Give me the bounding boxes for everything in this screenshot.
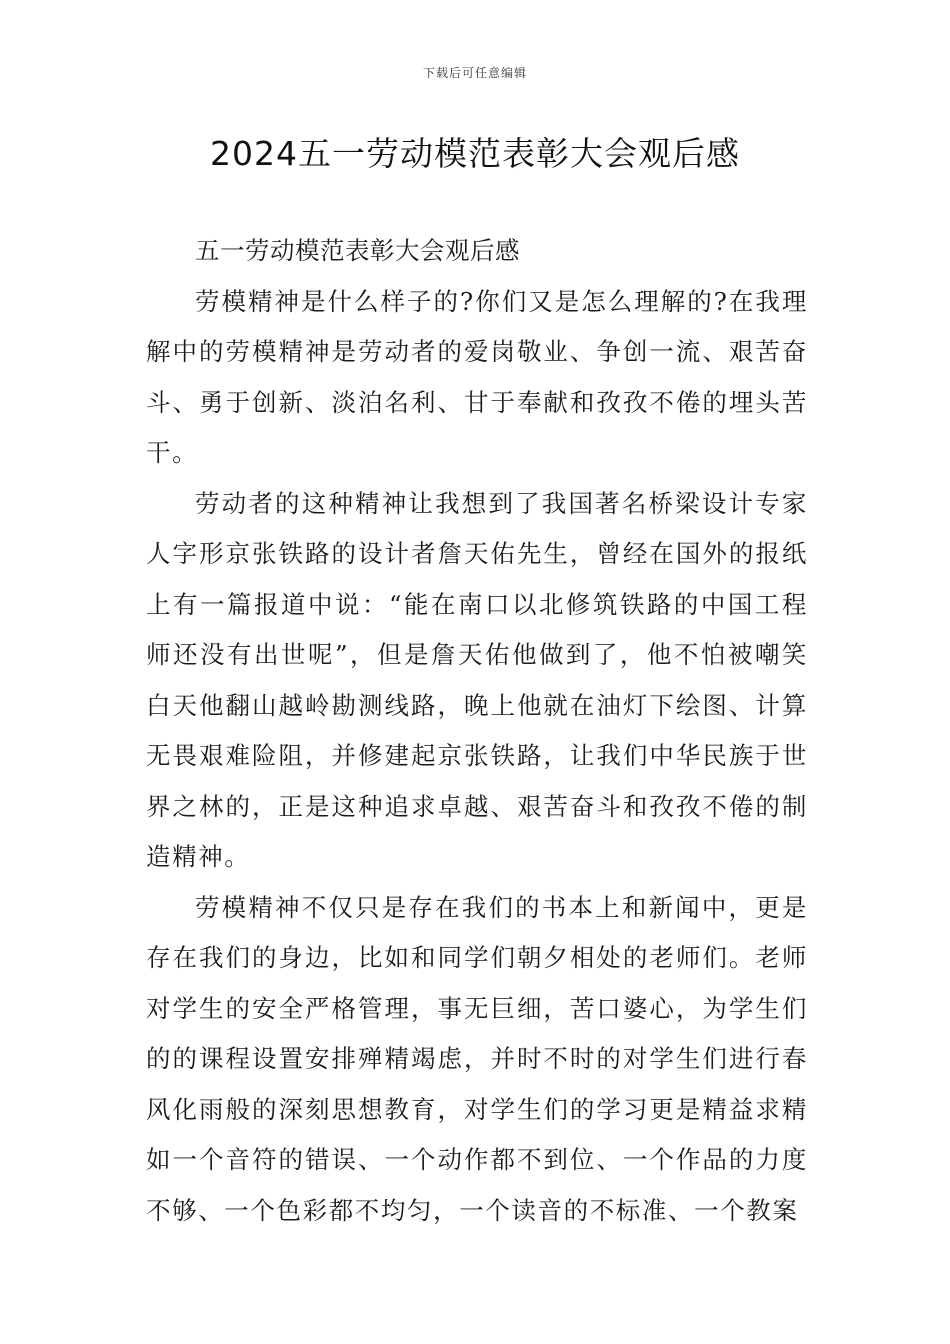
body-paragraph: 劳动者的这种精神让我想到了我国著名桥梁设计专家人字形京张铁路的设计者詹天佑先生，曾经在国外的报纸上有一篇报道中说：“能在南口以北修筑铁路的中国工程师还没有出世呢”，但是詹天佑他做到了，他不怕被嘲笑白天他翻山越岭勘测线路，晚上他就在油灯下绘图、计算无畏艰难险阻，并修建起京张铁路，让我们中华民族于世界之林的，正是这种追求卓越、艰苦奋斗和孜孜不倦的制造精神。 bbox=[146, 488, 808, 871]
document-title: 2024五一劳动模范表彰大会观后感 bbox=[210, 134, 740, 173]
subtitle-paragraph: 五一劳动模范表彰大会观后感 bbox=[195, 236, 520, 265]
document-body bbox=[146, 226, 808, 1236]
body-paragraph: 劳模精神是什么样子的?你们又是怎么理解的?在我理解中的劳模精神是劳动者的爱岗敬业、争创一流、艰苦奋斗、勇于创新、淡泊名利、甘于奉献和孜孜不倦的埋头苦干。 bbox=[146, 286, 808, 467]
body-paragraph: 劳模精神不仅只是存在我们的书本上和新闻中，更是存在我们的身边，比如和同学们朝夕相处的老师们。老师对学生的安全严格管理，事无巨细，苦口婆心，为学生们的的课程设置安排殚精竭虑，并时不时的对学生们进行春风化雨般的深刻思想教育，对学生们的学习更是精益求精如一个音符的错误、一个动作都不到位、一个作品的力度不够、一个色彩都不均匀，一个读音的不标准、一个教案 bbox=[146, 892, 808, 1225]
header-note: 下载后可任意编辑 bbox=[422, 66, 527, 80]
